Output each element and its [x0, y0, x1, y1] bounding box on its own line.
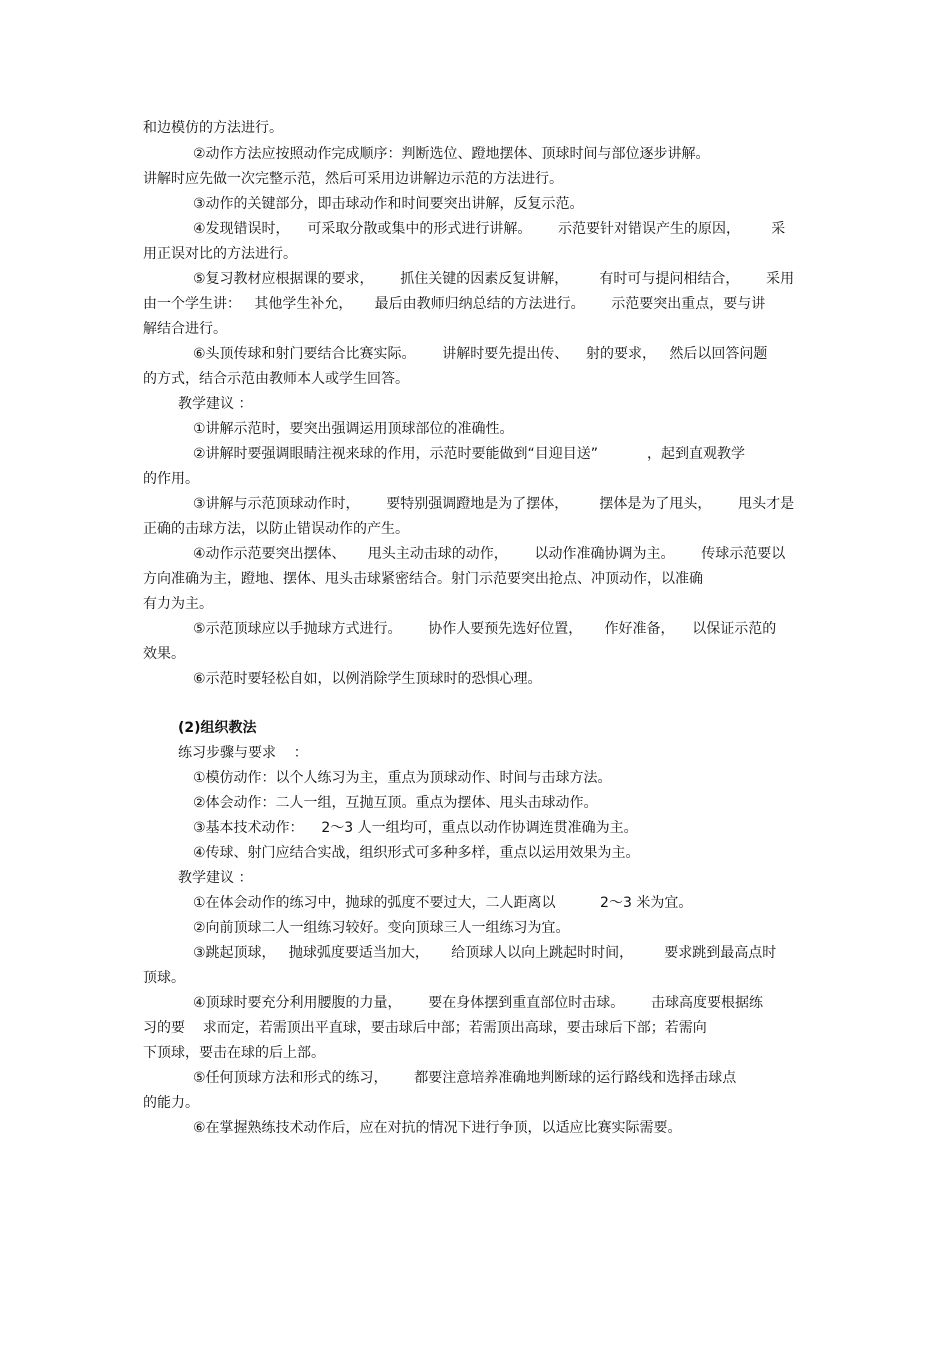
text-line: ①模仿动作：以个人练习为主，重点为顶球动作、时间与击球方法。: [193, 770, 612, 786]
text-line: ⑥头顶传球和射门要结合比赛实际。 讲解时要先提出传、 射的要求， 然后以回答问题: [193, 346, 768, 362]
text-line: 的方式，结合示范由教师本人或学生回答。: [143, 371, 409, 387]
text-line: 习的要 求而定，若需顶出平直球，要击球后中部；若需顶出高球，要击球后下部；若需向: [143, 1020, 707, 1036]
text-line: ②动作方法应按照动作完成顺序：判断选位、蹬地摆体、顶球时间与部位逐步讲解。: [193, 146, 710, 162]
text-line: ⑤示范顶球应以手抛球方式进行。 协作人要预先选好位置， 作好准备， 以保证示范的: [193, 621, 777, 637]
text-line: ⑤复习教材应根据课的要求， 抓住关键的因素反复讲解， 有时可与提问相结合， 采用: [193, 271, 795, 287]
text-line: ⑤任何顶球方法和形式的练习， 都要注意培养准确地判断球的运行路线和选择击球点: [193, 1070, 737, 1086]
text-line: ①讲解示范时，要突出强调运用顶球部位的准确性。: [193, 421, 514, 437]
text-line: 解结合进行。: [143, 321, 227, 337]
text-line: ⑥示范时要轻松自如，以例消除学生顶球时的恐惧心理。: [193, 671, 542, 687]
text-line: ④发现错误时， 可采取分散或集中的形式进行讲解。 示范要针对错误产生的原因， 采: [193, 221, 786, 237]
text-line: 的作用。: [143, 471, 199, 487]
text-line: ④传球、射门应结合实战，组织形式可多种多样，重点以运用效果为主。: [193, 845, 640, 861]
text-line: 和边模仿的方法进行。: [143, 120, 283, 136]
text-line: 有力为主。: [143, 596, 213, 612]
text-line: ③讲解与示范顶球动作时， 要特别强调蹬地是为了摆体， 摆体是为了甩头， 甩头才是: [193, 496, 795, 512]
text-line: 练习步骤与要求 ：: [178, 745, 308, 761]
text-line: ②讲解时要强调眼睛注视来球的作用，示范时要能做到“目迎目送” ，起到直观教学: [193, 446, 746, 462]
text-line: ②体会动作：二人一组，互抛互顶。重点为摆体、甩头击球动作。: [193, 795, 598, 811]
text-line: ①在体会动作的练习中，抛球的弧度不要过大，二人距离以 2～3 米为宜。: [193, 895, 693, 911]
text-line: ③动作的关键部分，即击球动作和时间要突出讲解，反复示范。: [193, 196, 584, 212]
text-line: 由一个学生讲： 其他学生补允， 最后由教师归纳总结的方法进行。 示范要突出重点，要与讲: [143, 296, 766, 312]
section-heading: (2)组织教法: [178, 720, 257, 736]
text-line: 下顶球，要击在球的后上部。: [143, 1045, 325, 1061]
text-line: 的能力。: [143, 1095, 199, 1111]
text-line: ②向前顶球二人一组练习较好。变向顶球三人一组练习为宜。: [193, 920, 570, 936]
text-line: 顶球。: [143, 970, 185, 986]
text-line: 用正误对比的方法进行。: [143, 246, 297, 262]
text-line: ④动作示范要突出摆体、 甩头主动击球的动作， 以动作准确协调为主。 传球示范要以: [193, 546, 786, 562]
text-line: 教学建议 ：: [178, 870, 253, 886]
text-line: 教学建议 ：: [178, 396, 253, 412]
text-line: ③基本技术动作： 2～3 人一组均可，重点以动作协调连贯准确为主。: [193, 820, 638, 836]
text-line: 正确的击球方法，以防止错误动作的产生。: [143, 521, 409, 537]
text-line: ⑥在掌握熟练技术动作后，应在对抗的情况下进行争顶，以适应比赛实际需要。: [193, 1120, 682, 1136]
text-line: 讲解时应先做一次完整示范，然后可采用边讲解边示范的方法进行。: [143, 171, 563, 187]
text-line: 方向准确为主，蹬地、摆体、甩头击球紧密结合。射门示范要突出抢点、冲顶动作，以准确: [143, 571, 703, 587]
text-line: 效果。: [143, 646, 185, 662]
text-line: ④顶球时要充分利用腰腹的力量， 要在身体摆到重直部位时击球。 击球高度要根据练: [193, 995, 763, 1011]
text-line: ③跳起顶球， 抛球弧度要适当加大， 给顶球人以向上跳起时时间， 要求跳到最高点时: [193, 945, 777, 961]
